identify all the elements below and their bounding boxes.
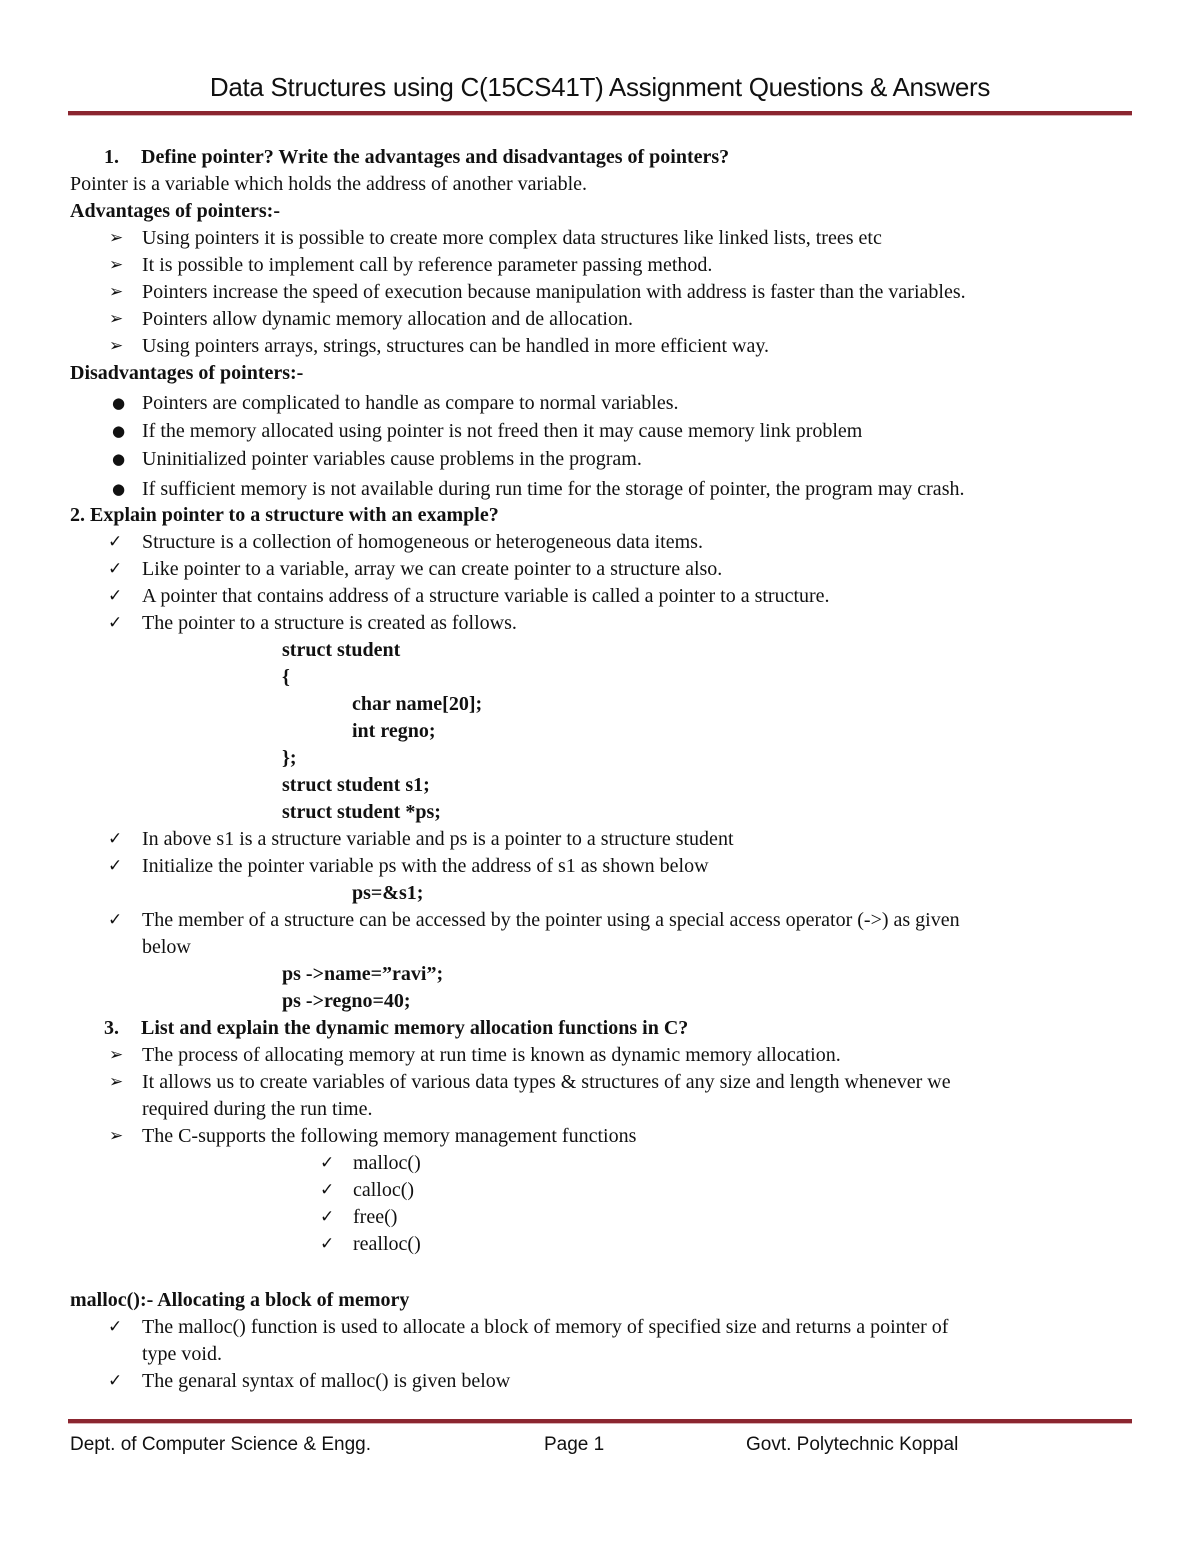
disadvantage-item: If sufficient memory is not available during run time for the storage of pointer, the program may crash. — [142, 478, 965, 500]
checkmark-icon: ✓ — [320, 1180, 335, 1200]
page-header-title: Data Structures using C(15CS41T) Assignment Questions & Answers — [209, 72, 991, 102]
arrowhead-bullet-icon: ➢ — [109, 336, 124, 356]
advantage-item: Using pointers arrays, strings, structures can be handled in more efficient way. — [142, 335, 770, 357]
footer-rule — [68, 1419, 1132, 1424]
advantage-item: Pointers allow dynamic memory allocation and de allocation. — [142, 308, 633, 330]
dot-bullet-icon: ● — [112, 394, 126, 412]
q2-point: The member of a structure can be accessed by the pointer using a special access operator (->) as given — [142, 909, 960, 931]
code-line: { — [282, 666, 290, 688]
code-line: struct student s1; — [282, 774, 430, 796]
disadvantage-item: If the memory allocated using pointer is not freed then it may cause memory link problem — [142, 420, 863, 442]
footer-dept: Dept. of Computer Science & Engg. — [70, 1434, 371, 1455]
q2-point-continuation: below — [142, 936, 191, 958]
code-line: char name[20]; — [352, 693, 483, 715]
function-item: calloc() — [353, 1179, 415, 1201]
disadvantages-heading: Disadvantages of pointers:- — [70, 362, 304, 384]
arrowhead-bullet-icon: ➢ — [109, 309, 124, 329]
checkmark-icon: ✓ — [320, 1207, 335, 1227]
footer-page-number: Page 1 — [544, 1434, 605, 1455]
header-rule — [68, 111, 1132, 116]
q3-point: The process of allocating memory at run time is known as dynamic memory allocation. — [142, 1044, 841, 1066]
q2-point: In above s1 is a structure variable and ps is a pointer to a structure student — [142, 828, 734, 850]
q1-question — [104, 145, 729, 169]
advantage-item: It is possible to implement call by reference parameter passing method. — [142, 254, 713, 276]
checkmark-icon: ✓ — [108, 856, 123, 876]
function-item: free() — [353, 1206, 398, 1228]
q1-definition: Pointer is a variable which holds the address of another variable. — [70, 173, 588, 195]
checkmark-icon: ✓ — [320, 1153, 335, 1173]
checkmark-icon: ✓ — [108, 1371, 123, 1391]
checkmark-icon: ✓ — [108, 613, 123, 633]
code-line: struct student *ps; — [282, 801, 441, 823]
q1-question-text: Define pointer? Write the advantages and disadvantages of pointers? — [141, 146, 730, 168]
q1-number: 1. — [104, 146, 119, 168]
arrowhead-bullet-icon: ➢ — [109, 282, 124, 302]
arrowhead-bullet-icon: ➢ — [109, 1126, 124, 1146]
q3-number: 3. — [104, 1017, 119, 1039]
advantage-item: Using pointers it is possible to create more complex data structures like linked lists, trees etc — [142, 227, 882, 249]
malloc-point: The genaral syntax of malloc() is given below — [142, 1370, 511, 1392]
q3-point: It allows us to create variables of various data types & structures of any size and length whenever we — [142, 1071, 951, 1093]
q2-point: Initialize the pointer variable ps with the address of s1 as shown below — [142, 855, 709, 877]
disadvantage-item: Uninitialized pointer variables cause problems in the program. — [142, 448, 642, 470]
dot-bullet-icon: ● — [112, 422, 126, 440]
arrowhead-bullet-icon: ➢ — [109, 1072, 124, 1092]
function-item: realloc() — [353, 1233, 421, 1255]
q2-point: Structure is a collection of homogeneous or heterogeneous data items. — [142, 531, 703, 553]
q2-point: The pointer to a structure is created as follows. — [142, 612, 517, 634]
malloc-point-continuation: type void. — [142, 1343, 222, 1365]
dot-bullet-icon: ● — [112, 450, 126, 468]
checkmark-icon: ✓ — [108, 910, 123, 930]
function-item: malloc() — [353, 1152, 421, 1174]
checkmark-icon: ✓ — [108, 586, 123, 606]
code-line: int regno; — [352, 720, 436, 742]
footer-college: Govt. Polytechnic Koppal — [746, 1434, 959, 1455]
arrowhead-bullet-icon: ➢ — [109, 228, 124, 248]
q3-question-text: List and explain the dynamic memory allocation functions in C? — [141, 1017, 689, 1039]
malloc-point: The malloc() function is used to allocate a block of memory of specified size and returns a pointer of — [142, 1316, 949, 1338]
dot-bullet-icon: ● — [112, 480, 126, 498]
code-line: ps ->name=”ravi”; — [282, 963, 444, 985]
q3-point-continuation: required during the run time. — [142, 1098, 373, 1120]
code-line: ps=&s1; — [352, 882, 424, 904]
code-line: ps ->regno=40; — [282, 990, 411, 1012]
malloc-heading: malloc():- Allocating a block of memory — [70, 1289, 410, 1311]
q2-point: A pointer that contains address of a structure variable is called a pointer to a structure. — [142, 585, 830, 607]
q2-question: 2. Explain pointer to a structure with an example? — [70, 504, 499, 526]
advantages-heading: Advantages of pointers:- — [70, 200, 280, 222]
q3-question — [104, 1016, 688, 1040]
checkmark-icon: ✓ — [108, 829, 123, 849]
advantage-item: Pointers increase the speed of execution because manipulation with address is faster than the variables. — [142, 281, 966, 303]
disadvantage-item: Pointers are complicated to handle as compare to normal variables. — [142, 392, 679, 414]
checkmark-icon: ✓ — [108, 532, 123, 552]
q3-point: The C-supports the following memory management functions — [142, 1125, 637, 1147]
checkmark-icon: ✓ — [320, 1234, 335, 1254]
arrowhead-bullet-icon: ➢ — [109, 1045, 124, 1065]
code-line: struct student — [282, 639, 401, 661]
q2-point: Like pointer to a variable, array we can create pointer to a structure also. — [142, 558, 723, 580]
checkmark-icon: ✓ — [108, 1317, 123, 1337]
checkmark-icon: ✓ — [108, 559, 123, 579]
code-line: }; — [282, 747, 297, 769]
arrowhead-bullet-icon: ➢ — [109, 255, 124, 275]
